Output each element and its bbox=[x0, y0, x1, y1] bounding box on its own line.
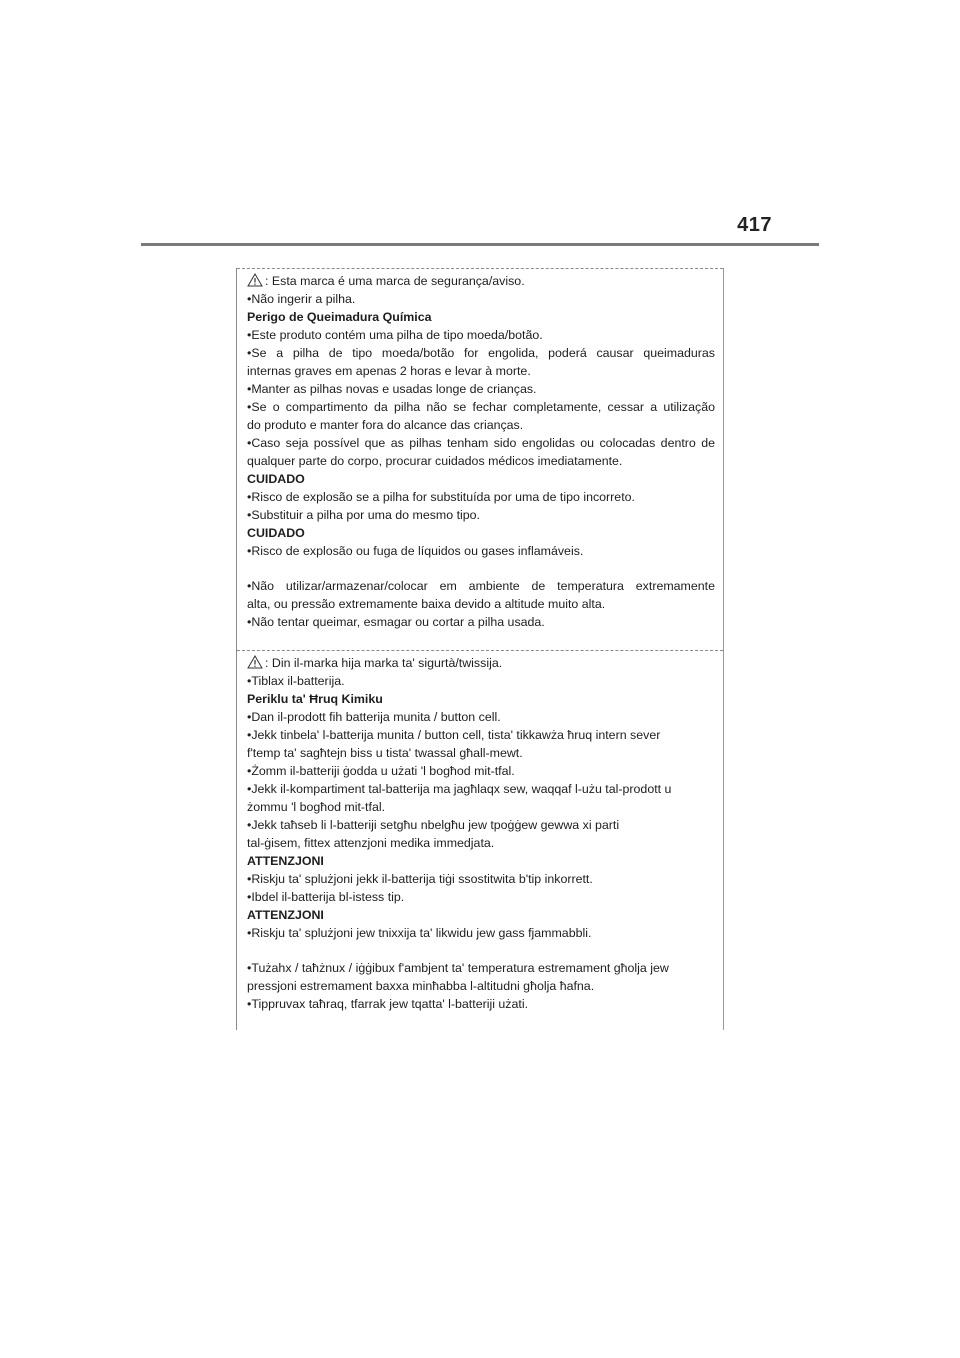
blank-line bbox=[247, 942, 715, 959]
notice-line: •Jekk taħseb li l-batteriji setgħu nbelgħu jew tpoġġew gewwa xi parti bbox=[247, 818, 620, 832]
notice-line: •Se o compartimento da pilha não se fechar completamente, cessar a utilização bbox=[247, 400, 715, 414]
notice-line: •Ibdel il-batterija bl-istess tip. bbox=[247, 890, 405, 904]
notice-line: żommu 'l bogħod mit-tfal. bbox=[247, 800, 386, 814]
notice-line: •Dan il-prodott fih batterija munita / button cell. bbox=[247, 710, 501, 724]
maltese-section bbox=[237, 654, 723, 1013]
notice-line: internas graves em apenas 2 horas e levar à morte. bbox=[247, 364, 531, 378]
notice-line: •Não ingerir a pilha. bbox=[247, 292, 356, 306]
warning-mark-line: : Din il-marka hija marka ta' sigurtà/twissija. bbox=[247, 654, 715, 672]
notice-line: •Jekk il-kompartiment tal-batterija ma jagħlaqx sew, waqqaf l-użu tal-prodott u bbox=[247, 782, 672, 796]
notice-line: •Tippruvax taħraq, tfarrak jew tqatta' l-batteriji użati. bbox=[247, 997, 529, 1011]
warning-mark-line: : Esta marca é uma marca de segurança/aviso. bbox=[247, 272, 715, 290]
notice-line: •Caso seja possível que as pilhas tenham sido engolidas ou colocadas dentro de bbox=[247, 436, 715, 450]
warning-triangle-icon bbox=[247, 273, 263, 287]
notice-line: •Riskju ta' splużjoni jew tnixxija ta' likwidu jew gass fjammabbli. bbox=[247, 926, 592, 940]
notice-line: •Se a pilha de tipo moeda/botão for engolida, poderá causar queimaduras bbox=[247, 346, 715, 360]
portuguese-section bbox=[237, 272, 723, 631]
notice-heading: Perigo de Queimadura Química bbox=[247, 310, 432, 324]
notice-line: qualquer parte do corpo, procurar cuidados médicos imediatamente. bbox=[247, 454, 623, 468]
notice-line: pressjoni estremament baxxa minħabba l-altitudni għolja ħafna. bbox=[247, 979, 595, 993]
notice-heading: Periklu ta' Ħruq Kimiku bbox=[247, 692, 383, 706]
notice-line: •Tużahx / taħżnux / iġġibux f'ambjent ta' temperatura estremament għolja jew bbox=[247, 961, 669, 975]
notice-line: •Tiblax il-batterija. bbox=[247, 674, 345, 688]
notice-heading: CUIDADO bbox=[247, 526, 305, 540]
notice-line: •Risco de explosão se a pilha for substituída por uma de tipo incorreto. bbox=[247, 490, 635, 504]
notice-line: •Żomm il-batteriji ġodda u użati 'l bogħod mit-tfal. bbox=[247, 764, 515, 778]
notice-heading: CUIDADO bbox=[247, 472, 305, 486]
notice-line: •Jekk tinbela' l-batterija munita / button cell, tista' tikkawża ħruq intern sever bbox=[247, 728, 661, 742]
notice-line: f'temp ta' sagħtejn biss u tista' twassal għall-mewt. bbox=[247, 746, 523, 760]
page-number: 417 bbox=[737, 214, 772, 236]
blank-line bbox=[247, 560, 715, 577]
notice-line: •Não utilizar/armazenar/colocar em ambiente de temperatura extremamente bbox=[247, 579, 715, 593]
warning-triangle-icon bbox=[247, 655, 263, 669]
notice-line: •Substituir a pilha por uma do mesmo tipo. bbox=[247, 508, 480, 522]
notice-heading: ATTENZJONI bbox=[247, 908, 324, 922]
battery-warning-notice bbox=[236, 268, 724, 1030]
notice-line: do produto e manter fora do alcance das crianças. bbox=[247, 418, 524, 432]
notice-line: •Risco de explosão ou fuga de líquidos ou gases inflamáveis. bbox=[247, 544, 584, 558]
header-rule bbox=[141, 243, 819, 246]
language-divider bbox=[237, 650, 723, 651]
notice-heading: ATTENZJONI bbox=[247, 854, 324, 868]
notice-line: •Manter as pilhas novas e usadas longe de crianças. bbox=[247, 382, 537, 396]
notice-line: •Não tentar queimar, esmagar ou cortar a pilha usada. bbox=[247, 615, 545, 629]
notice-line: alta, ou pressão extremamente baixa devido a altitude muito alta. bbox=[247, 597, 606, 611]
notice-line: tal-ġisem, fittex attenzjoni medika immedjata. bbox=[247, 836, 495, 850]
notice-line: •Este produto contém uma pilha de tipo moeda/botão. bbox=[247, 328, 543, 342]
notice-line: •Riskju ta' splużjoni jekk il-batterija tiġi ssostitwita b'tip inkorrett. bbox=[247, 872, 593, 886]
